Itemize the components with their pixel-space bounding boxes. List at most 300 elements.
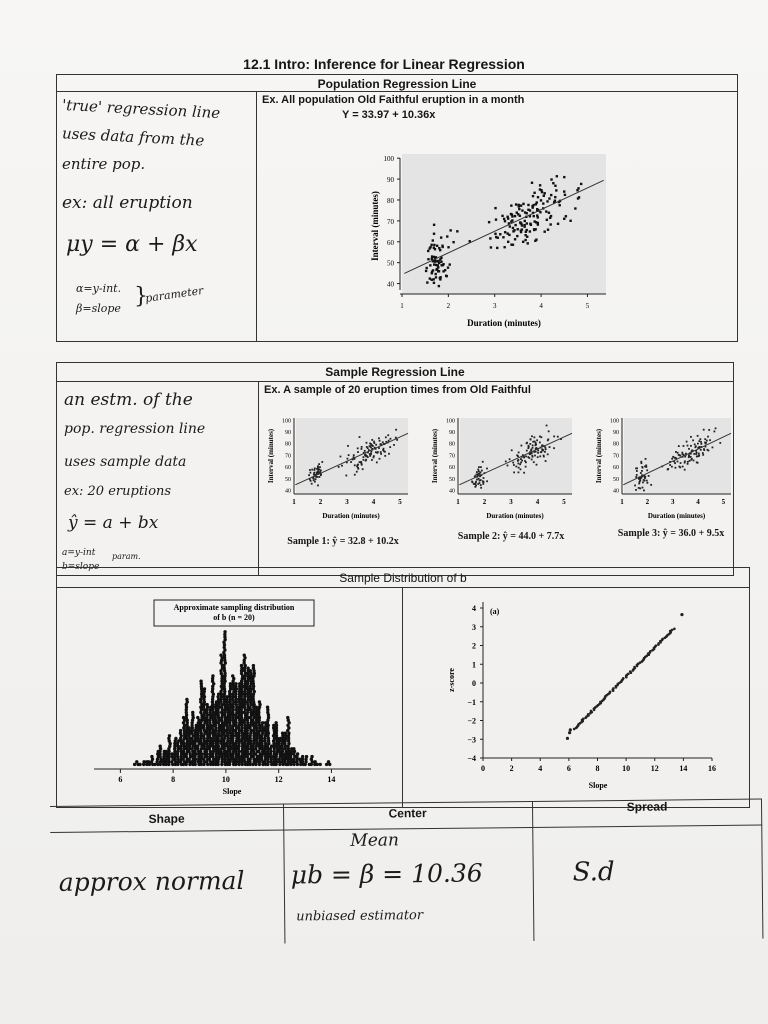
data-point — [215, 700, 218, 703]
data-point — [449, 229, 451, 231]
data-point — [449, 263, 451, 265]
sample-example: Ex. A sample of 20 eruption times from Old Faithful — [264, 384, 531, 396]
data-point — [429, 277, 431, 279]
data-point — [549, 446, 551, 448]
sample3-scatter — [592, 410, 737, 530]
spread-header: Spread — [626, 799, 668, 814]
data-point — [689, 460, 691, 462]
data-point — [320, 470, 322, 472]
data-point — [635, 476, 637, 478]
data-point — [536, 201, 538, 203]
data-point — [430, 244, 432, 246]
data-point — [688, 448, 690, 450]
data-point — [440, 236, 442, 238]
y-axis-label: Interval (minutes) — [370, 191, 380, 261]
data-point — [319, 466, 321, 468]
data-point — [479, 480, 481, 482]
data-point — [645, 464, 647, 466]
data-point — [174, 737, 177, 740]
hist-title-2: of b (n = 20) — [213, 613, 255, 622]
x-tick-label: 5 — [398, 498, 402, 506]
data-point — [135, 760, 138, 763]
data-point — [713, 431, 715, 433]
data-point — [478, 466, 480, 468]
data-point — [635, 468, 637, 470]
y-tick-label: −4 — [467, 754, 476, 763]
data-point — [518, 204, 520, 206]
y-tick-label: 90 — [387, 176, 394, 185]
data-point — [698, 455, 700, 457]
data-point — [375, 451, 377, 453]
data-point — [187, 726, 190, 729]
data-point — [682, 466, 684, 468]
data-point — [438, 247, 440, 249]
data-point — [530, 439, 532, 441]
data-point — [565, 215, 567, 217]
data-point — [379, 458, 381, 460]
data-point — [532, 444, 534, 446]
y-tick-label: 50 — [285, 476, 291, 483]
data-point — [507, 465, 509, 467]
data-point — [540, 199, 542, 201]
data-point — [693, 453, 695, 455]
data-point — [433, 282, 435, 284]
data-point — [635, 489, 637, 491]
x-tick-label: 2 — [509, 764, 514, 773]
data-point — [432, 239, 434, 241]
data-point — [638, 483, 640, 485]
data-point — [532, 204, 534, 206]
data-point — [209, 706, 212, 709]
data-point — [533, 215, 535, 217]
data-point — [385, 436, 387, 438]
data-point — [554, 196, 556, 198]
data-point — [536, 439, 538, 441]
pop-note-1: 'true' regression line — [61, 95, 221, 123]
data-point — [338, 466, 340, 468]
data-point — [539, 442, 541, 444]
data-point — [157, 750, 160, 753]
data-point — [550, 215, 552, 217]
data-point — [521, 209, 523, 211]
data-point — [313, 760, 316, 763]
data-point — [473, 483, 475, 485]
data-point — [509, 458, 511, 460]
x-tick-label: 2 — [446, 302, 451, 310]
data-point — [544, 451, 546, 453]
data-point — [529, 443, 531, 445]
data-point — [356, 471, 358, 473]
data-point — [702, 454, 704, 456]
y-tick-label: 2 — [472, 641, 476, 651]
data-point — [700, 449, 702, 451]
data-point — [442, 263, 444, 265]
x-axis-label: Duration (minutes) — [467, 318, 541, 328]
data-point — [378, 437, 380, 439]
data-point — [671, 458, 673, 460]
data-point — [553, 447, 555, 449]
pop-note-5: μy = α + βx — [66, 232, 198, 257]
data-point — [514, 238, 516, 240]
data-point — [305, 755, 308, 758]
data-point — [364, 450, 366, 452]
data-point — [383, 448, 385, 450]
pop-note-4: ex: all eruption — [62, 193, 193, 213]
data-point — [556, 175, 558, 177]
data-point — [252, 664, 255, 667]
data-point — [158, 745, 161, 748]
data-point — [488, 221, 490, 223]
data-point — [703, 429, 705, 431]
data-point — [311, 483, 313, 485]
data-point — [243, 654, 246, 657]
center-note: unbiased estimator — [296, 908, 424, 925]
data-point — [681, 452, 683, 454]
data-point — [524, 239, 526, 241]
x-tick-label: 8 — [171, 775, 176, 784]
data-point — [476, 471, 478, 473]
distribution-header: Sample Distribution of b — [339, 571, 467, 585]
divider — [256, 91, 257, 342]
data-point — [437, 260, 439, 262]
data-point — [480, 471, 482, 473]
data-point — [557, 436, 559, 438]
data-point — [310, 755, 313, 758]
data-point — [526, 442, 528, 444]
data-point — [539, 184, 541, 186]
data-point — [636, 474, 638, 476]
data-point — [693, 460, 695, 462]
data-point — [361, 446, 363, 448]
data-point — [373, 441, 375, 443]
data-point — [217, 693, 220, 696]
data-point — [641, 470, 643, 472]
data-point — [523, 224, 525, 226]
data-point — [231, 674, 234, 677]
shape-header: Shape — [148, 811, 185, 826]
data-point — [514, 224, 516, 226]
data-point — [523, 472, 525, 474]
data-point — [314, 481, 316, 483]
data-point — [507, 217, 509, 219]
data-point — [521, 460, 523, 462]
data-point — [548, 430, 550, 432]
data-point — [587, 713, 590, 716]
data-point — [517, 463, 519, 465]
y-tick-label: 70 — [387, 217, 394, 226]
population-header: Population Regression Line — [317, 77, 477, 91]
data-point — [153, 763, 156, 766]
data-point — [347, 445, 349, 447]
data-point — [266, 706, 269, 709]
data-point — [541, 445, 543, 447]
data-point — [317, 465, 319, 467]
data-point — [641, 462, 643, 464]
y-axis-label: z-score — [447, 668, 456, 692]
data-point — [321, 461, 323, 463]
data-point — [642, 482, 644, 484]
data-point — [255, 706, 258, 709]
data-point — [433, 244, 435, 246]
data-point — [511, 219, 513, 221]
data-point — [526, 450, 528, 452]
data-point — [527, 242, 529, 244]
data-point — [683, 445, 685, 447]
y-tick-label: 40 — [387, 280, 394, 289]
data-point — [133, 763, 136, 766]
data-point — [499, 233, 501, 235]
y-tick-label: 70 — [613, 453, 619, 460]
data-point — [532, 195, 534, 197]
data-point — [639, 487, 641, 489]
data-point — [441, 246, 443, 248]
x-tick-label: 4 — [371, 498, 376, 506]
data-point — [629, 670, 632, 673]
data-point — [549, 223, 551, 225]
data-point — [433, 233, 435, 235]
data-point — [640, 472, 642, 474]
data-point — [563, 190, 565, 192]
data-point — [678, 445, 680, 447]
divider — [56, 381, 734, 382]
x-axis-label: Duration (minutes) — [486, 512, 544, 520]
data-point — [199, 680, 202, 683]
data-point — [440, 261, 442, 263]
data-point — [545, 210, 547, 212]
sample-note-2: pop. regression line — [64, 421, 206, 437]
data-point — [446, 275, 448, 277]
x-tick-label: 3 — [492, 302, 497, 310]
data-point — [427, 250, 429, 252]
page-title: 12.1 Intro: Inference for Linear Regression — [243, 56, 525, 72]
divider — [56, 91, 738, 92]
data-point — [535, 451, 537, 453]
data-point — [308, 763, 311, 766]
x-tick-label: 4 — [538, 764, 543, 773]
data-point — [138, 763, 141, 766]
data-point — [694, 444, 696, 446]
x-tick-label: 12 — [274, 775, 283, 784]
data-point — [238, 682, 241, 685]
sample-note-8: param. — [112, 552, 141, 561]
data-point — [539, 436, 541, 438]
y-tick-label: 3 — [472, 622, 476, 632]
data-point — [521, 228, 523, 230]
data-point — [712, 447, 714, 449]
data-point — [456, 230, 458, 232]
x-tick-label: 6 — [566, 764, 571, 773]
data-point — [313, 477, 315, 479]
data-point — [675, 467, 677, 469]
population-scatter — [358, 150, 620, 330]
x-axis-label: Slope — [222, 787, 242, 796]
data-point — [542, 450, 544, 452]
data-point — [527, 456, 529, 458]
x-tick-label: 4 — [696, 498, 700, 506]
x-axis-label: Duration (minutes) — [322, 512, 380, 520]
data-point — [361, 448, 363, 450]
data-point — [672, 456, 674, 458]
data-point — [532, 447, 534, 449]
data-point — [550, 178, 552, 180]
data-point — [195, 724, 198, 727]
y-tick-label: −1 — [467, 697, 476, 707]
data-point — [246, 667, 249, 670]
data-point — [365, 459, 367, 461]
data-point — [698, 453, 700, 455]
data-point — [692, 439, 694, 441]
data-point — [388, 440, 390, 442]
data-point — [319, 763, 322, 766]
data-point — [532, 456, 534, 458]
x-tick-label: 8 — [595, 764, 600, 773]
data-point — [643, 489, 645, 491]
data-point — [552, 182, 554, 184]
data-point — [482, 461, 484, 463]
y-axis-label: Interval (minutes) — [267, 428, 275, 484]
data-point — [669, 464, 671, 466]
data-point — [347, 458, 349, 460]
data-point — [350, 461, 352, 463]
data-point — [168, 734, 171, 737]
data-point — [384, 451, 386, 453]
data-point — [434, 273, 436, 275]
data-point — [363, 456, 365, 458]
data-point — [431, 271, 433, 273]
y-tick-label: 40 — [449, 488, 455, 495]
y-tick-label: −2 — [467, 716, 476, 726]
y-tick-label: 90 — [613, 430, 619, 437]
x-tick-label: 0 — [481, 764, 485, 773]
data-point — [379, 440, 381, 442]
sample2-scatter — [428, 410, 578, 530]
data-point — [554, 185, 556, 187]
data-point — [680, 462, 682, 464]
data-point — [426, 281, 428, 283]
data-point — [578, 196, 580, 198]
data-point — [534, 228, 536, 230]
data-point — [547, 438, 549, 440]
data-point — [533, 461, 535, 463]
data-point — [691, 458, 693, 460]
y-axis-label: Interval (minutes) — [431, 428, 439, 484]
data-point — [348, 454, 350, 456]
data-point — [483, 477, 485, 479]
data-point — [545, 448, 547, 450]
data-point — [147, 760, 150, 763]
data-point — [311, 469, 313, 471]
data-point — [296, 752, 299, 755]
data-point — [446, 235, 448, 237]
data-point — [525, 455, 527, 457]
data-point — [477, 469, 479, 471]
data-point — [553, 436, 555, 438]
data-point — [357, 451, 359, 453]
data-point — [690, 445, 692, 447]
data-point — [509, 225, 511, 227]
data-point — [357, 464, 359, 466]
data-point — [521, 224, 523, 226]
data-point — [182, 716, 185, 719]
data-point — [309, 469, 311, 471]
data-point — [691, 449, 693, 451]
y-tick-label: 90 — [285, 430, 291, 437]
divider — [56, 587, 750, 588]
sample2-caption: Sample 2: ŷ = 44.0 + 7.7x — [457, 531, 565, 542]
data-point — [519, 463, 521, 465]
data-point — [512, 244, 514, 246]
y-tick-label: 60 — [449, 465, 455, 472]
data-point — [494, 207, 496, 209]
data-point — [270, 745, 273, 748]
data-point — [537, 216, 539, 218]
data-point — [708, 450, 710, 452]
data-point — [370, 451, 372, 453]
data-point — [513, 464, 515, 466]
data-point — [639, 480, 641, 482]
data-point — [686, 441, 688, 443]
divider — [402, 587, 403, 808]
sample-header: Sample Regression Line — [325, 365, 465, 379]
data-point — [510, 213, 512, 215]
data-point — [223, 630, 226, 633]
data-point — [709, 439, 711, 441]
data-point — [437, 270, 439, 272]
y-tick-label: 80 — [285, 441, 291, 448]
data-point — [698, 440, 700, 442]
data-point — [482, 483, 484, 485]
data-point — [649, 650, 652, 653]
data-point — [677, 452, 679, 454]
data-point — [520, 468, 522, 470]
data-point — [518, 208, 520, 210]
data-point — [516, 235, 518, 237]
data-point — [655, 644, 658, 647]
data-point — [511, 449, 513, 451]
data-point — [360, 462, 362, 464]
y-tick-label: 70 — [285, 453, 291, 460]
x-tick-label: 1 — [456, 498, 460, 506]
data-point — [359, 436, 361, 438]
data-point — [643, 479, 645, 481]
data-point — [580, 183, 582, 185]
data-point — [229, 682, 232, 685]
data-point — [678, 466, 680, 468]
data-point — [314, 469, 316, 471]
data-point — [524, 234, 526, 236]
data-point — [340, 456, 342, 458]
y-tick-label: 80 — [387, 196, 394, 205]
data-point — [258, 700, 261, 703]
data-point — [486, 468, 488, 470]
data-point — [516, 211, 518, 213]
data-point — [240, 664, 243, 667]
data-point — [688, 455, 690, 457]
divider — [258, 381, 259, 576]
data-point — [318, 476, 320, 478]
y-tick-label: 100 — [282, 418, 291, 425]
data-point — [519, 222, 521, 224]
data-point — [677, 461, 679, 463]
hist-title-1: Approximate sampling distribution — [173, 603, 295, 612]
data-point — [317, 485, 319, 487]
data-point — [548, 197, 550, 199]
data-point — [196, 716, 199, 719]
data-point — [512, 462, 514, 464]
data-point — [425, 270, 427, 272]
y-tick-label: 80 — [449, 441, 455, 448]
data-point — [548, 212, 550, 214]
